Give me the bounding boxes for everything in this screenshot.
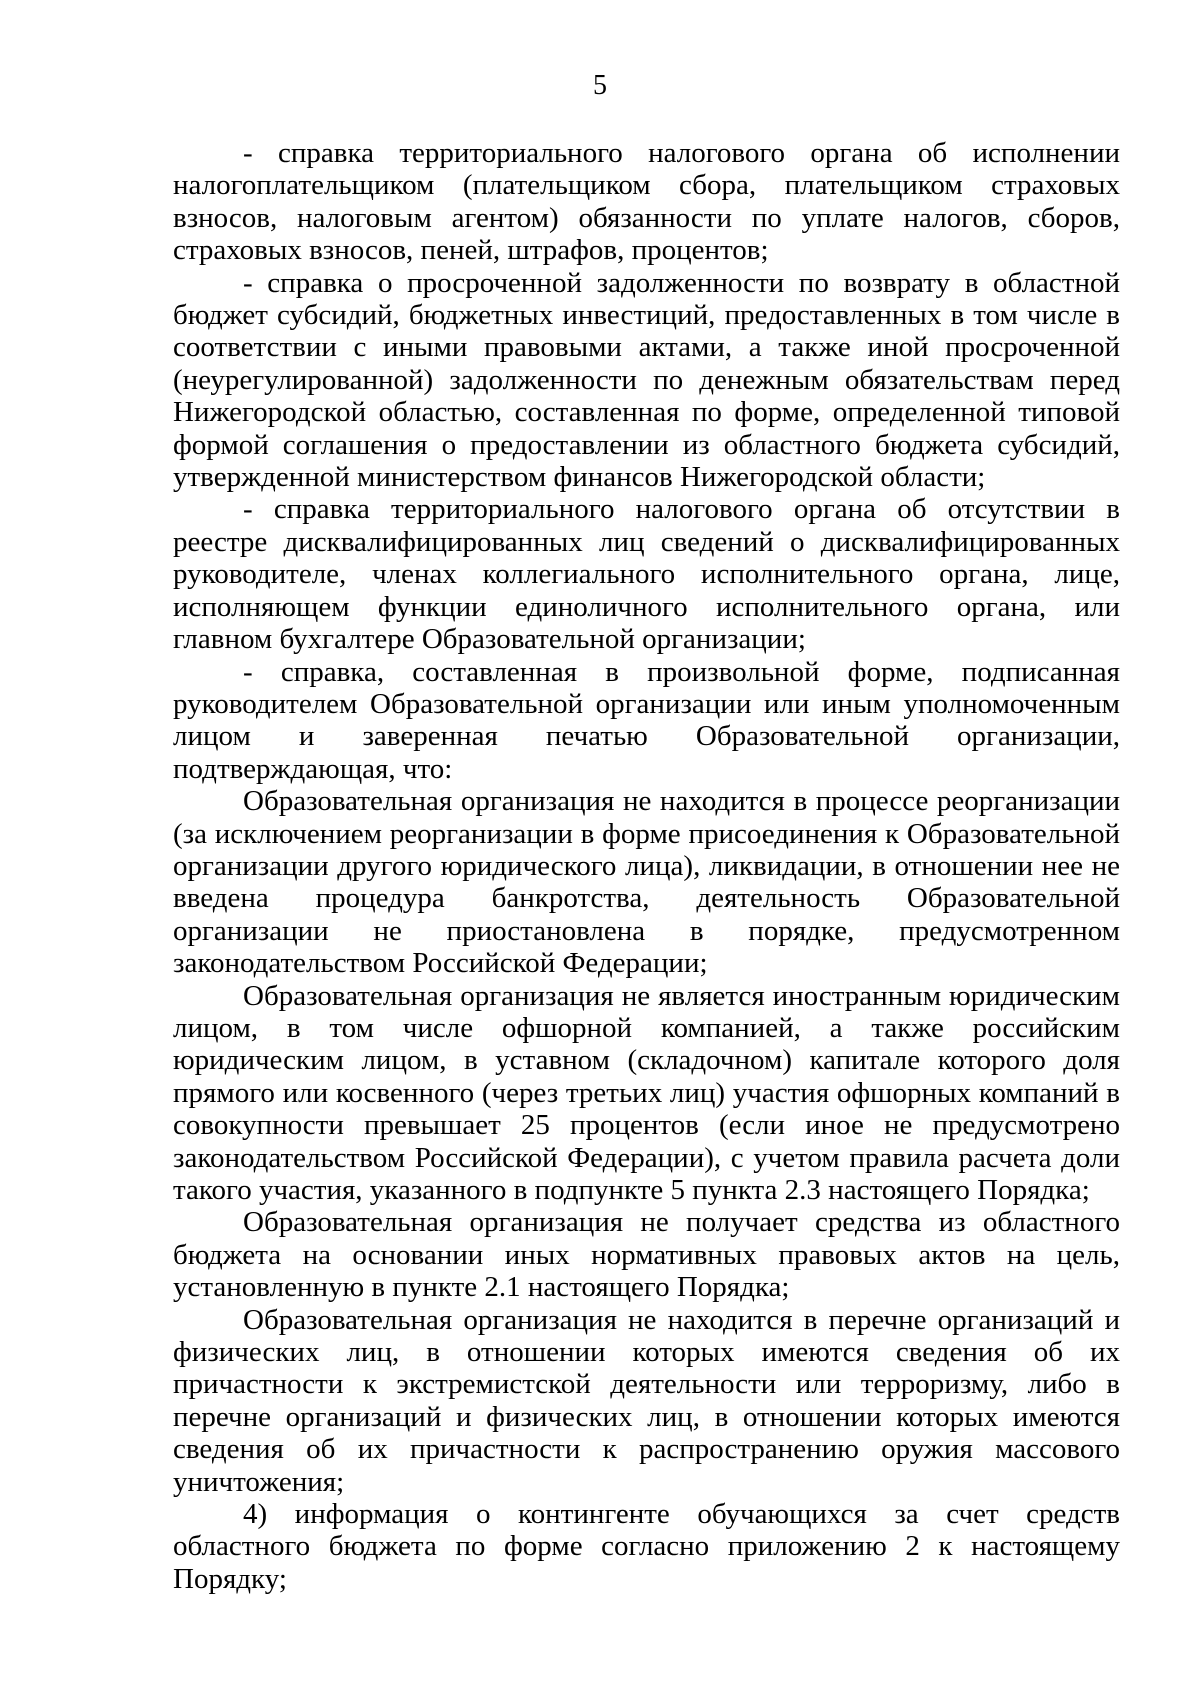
paragraph-student-contingent-info: 4) информация о контингенте обучающихся за счет средств областного бюджета по форме согласно приложению 2 к настоящему Порядку; — [173, 1498, 1120, 1595]
paragraph-arbitrary-form-certificate: - справка, составленная в произвольной форме, подписанная руководителем Образовательной организации или иным уполномоченным лицом и заверенная печатью Образовательной организации, подтверждающая, что: — [173, 655, 1120, 785]
page-number: 5 — [593, 70, 607, 101]
paragraph-disqualification-certificate: - справка территориального налогового органа об отсутствии в реестре дисквалифицированных лиц сведений о дисквалифицированных руководителе, членах коллегиального исполнительного органа, лице, исполняющем функции единоличного исполнительного органа, или главном бухгалтере Образовательной организации; — [173, 493, 1120, 656]
document-body — [173, 137, 1120, 1595]
paragraph-not-foreign-entity: Образовательная организация не является иностранным юридическим лицом, в том числе офшорной компанией, а также российским юридическим лицом, в уставном (складочном) капитале которого доля прямого или косвенного (через третьих лиц) участия офшорных компаний в совокупности превышает 25 процентов (если иное не предусмотрено законодательством Российской Федерации), с учетом правила расчета доли такого участия, указанного в подпункте 5 пункта 2.3 настоящего Порядка; — [173, 979, 1120, 1206]
paragraph-no-reorganization: Образовательная организация не находится в процессе реорганизации (за исключением реорганизации в форме присоединения к Образовательной организации другого юридического лица), ликвидации, в отношении нее не введена процедура банкротства, деятельность Образовательной организации не приостановлена в порядке, предусмотренном законодательством Российской Федерации; — [173, 785, 1120, 980]
paragraph-not-in-extremism-list: Образовательная организация не находится в перечне организаций и физических лиц, в отношении которых имеются сведения об их причастности к экстремистской деятельности или терроризму, либо в перечне организаций и физических лиц, в отношении которых имеются сведения об их причастности к распространению оружия массового уничтожения; — [173, 1303, 1120, 1498]
paragraph-tax-certificate: - справка территориального налогового органа об исполнении налогоплательщиком (плательщиком сбора, плательщиком страховых взносов, налоговым агентом) обязанности по уплате налогов, сборов, страховых взносов, пеней, штрафов, процентов; — [173, 137, 1120, 267]
paragraph-no-other-funding: Образовательная организация не получает средства из областного бюджета на основании иных нормативных правовых актов на цель, установленную в пункте 2.1 настоящего Порядка; — [173, 1206, 1120, 1304]
paragraph-overdue-debt-certificate: - справка о просроченной задолженности по возврату в областной бюджет субсидий, бюджетных инвестиций, предоставленных в том числе в соответствии с иными правовыми актами, а также иной просроченной (неурегулированной) задолженности по денежным обязательствам перед Нижегородской областью, составленная по форме, определенной типовой формой соглашения о предоставлении из областного бюджета субсидий, утвержденной министерством финансов Нижегородской области; — [173, 266, 1120, 494]
